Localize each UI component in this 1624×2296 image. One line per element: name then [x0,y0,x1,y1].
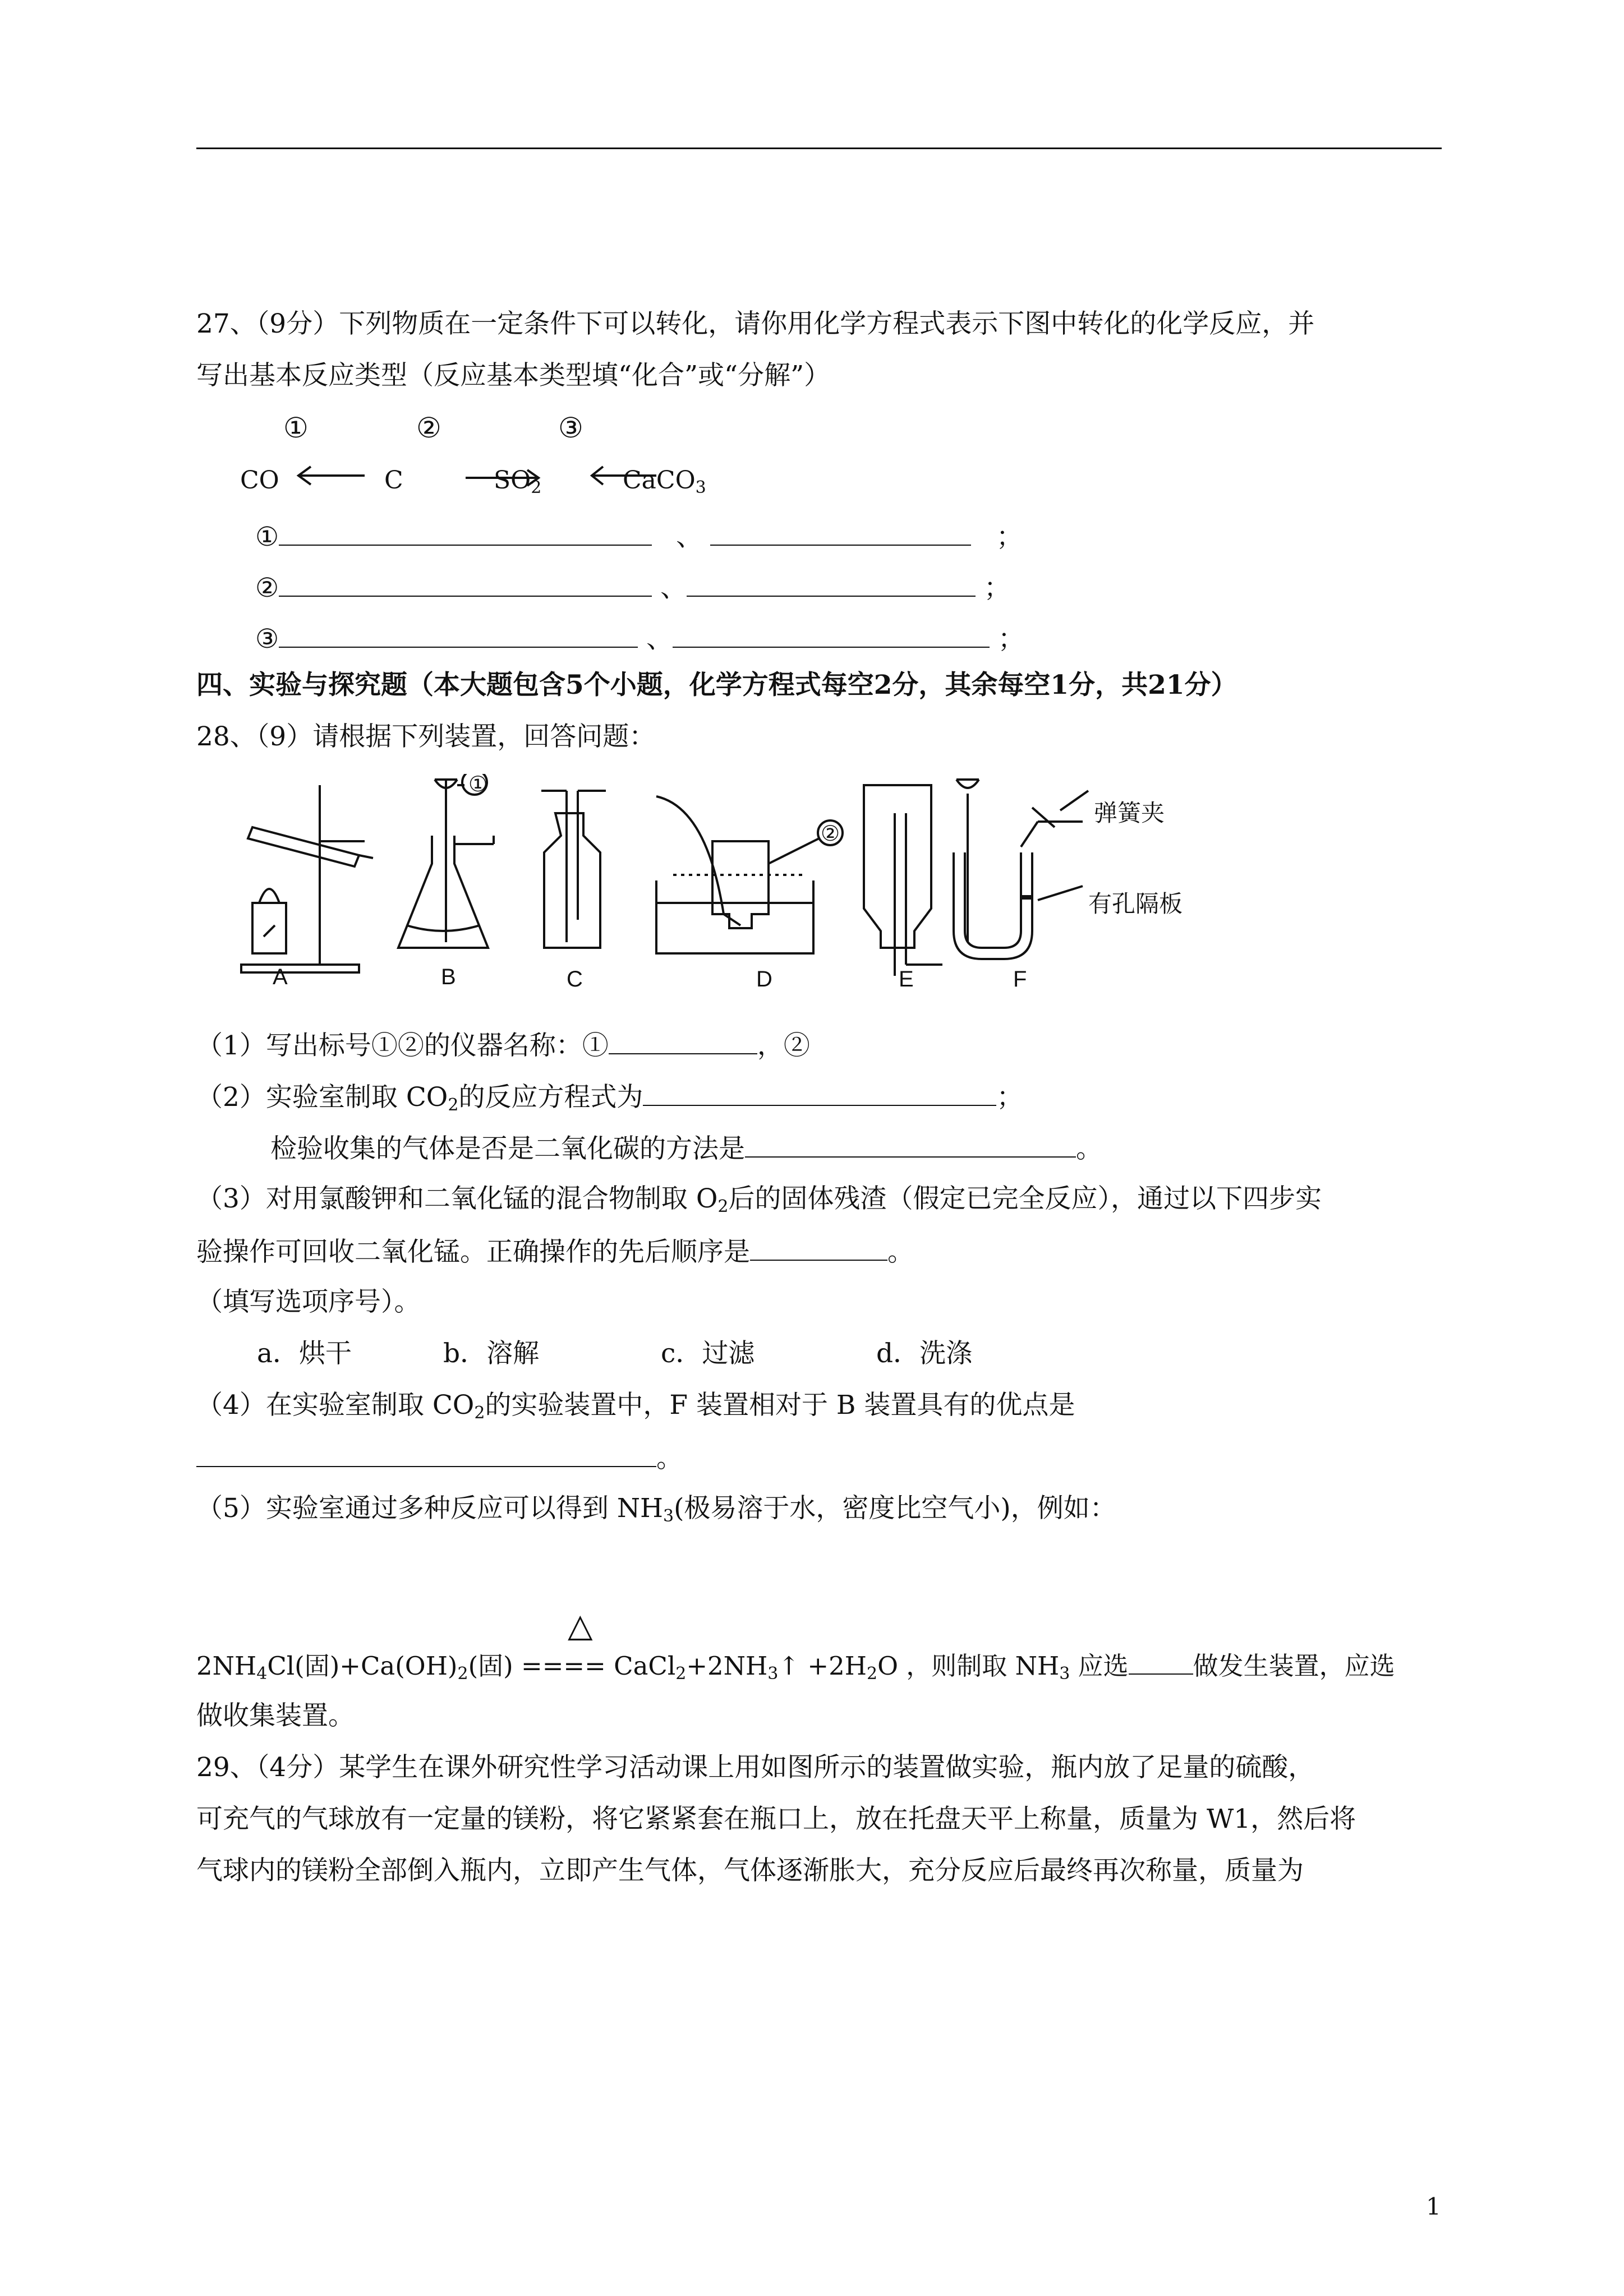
apparatus-figure [230,774,1200,1009]
chem-c: C [384,466,403,495]
label-b: B [441,965,456,989]
chem-so2: $SO_2$ [494,466,542,497]
option-b: b．溶解 [443,1338,540,1369]
q29-line2: 可充气的气球放有一定量的镁粉，将它紧紧套在瓶口上，放在托盘天平上称量，质量为 W1，然后将 [196,1804,1356,1834]
apparatus-d [656,796,843,953]
apparatus-c [541,791,606,948]
q27-line2: 写出基本反应类型（反应基本类型填“化合”或“分解”） [196,360,831,391]
answer-row-1: ① 、 ； [255,519,1023,554]
label-c: C [567,967,583,992]
q29-line1: 29、（4分）某学生在课外研究性学习活动课上用如图所示的装置做实验，瓶内放了足量的硫酸， [196,1752,1315,1783]
q28-p3-line1: （3）对用氯酸钾和二氧化锰的混合物制取 $O_2$后的固体残渣（假定已完全反应），通过以下四步实 [196,1183,1322,1216]
blank-instrument-1[interactable] [609,1027,757,1054]
blank-1a[interactable] [279,519,652,546]
section4-heading: 四、实验与探究题（本大题包含5个小题，化学方程式每空2分，其余每空1分，共21分） [196,670,1237,700]
blank-order[interactable] [750,1234,887,1261]
blank-advantage[interactable] [196,1440,656,1467]
mark-2: ② [416,412,441,444]
label-a: A [273,965,288,989]
q28-p4-answer: 。 [196,1440,683,1476]
option-d: d．洗涤 [876,1338,973,1369]
q28-p3-line3: （填写选项序号）。 [196,1287,421,1317]
callout-2: ② [821,821,840,846]
apparatus-a [241,785,373,972]
q28-p3-line2: 验操作可回收二氧化锰。正确操作的先后顺序是 。 [196,1234,914,1269]
label-e: E [899,967,914,992]
answer-row-3: ③ 、 ； [255,621,1024,656]
blank-co2-equation[interactable] [643,1079,996,1106]
chem-co: CO [240,466,279,495]
q28-p4: （4）在实验室制取 $CO_2$的实验装置中，F 装置相对于 B 装置具有的优点是 [196,1390,1075,1423]
mark-1: ① [283,412,309,444]
q28-p5-last: 做收集装置。 [196,1700,355,1731]
blank-1b[interactable] [710,519,971,546]
blank-co2-test[interactable] [745,1131,1076,1158]
apparatus-e [864,785,942,976]
q28-p2: （2）实验室制取 $CO_2$的反应方程式为 ； [196,1079,1023,1114]
q28-p1: （1）写出标号①②的仪器名称：① ，② [196,1027,810,1063]
q28-p5: （5）实验室通过多种反应可以得到 $NH_3$(极易溶于水，密度比空气小)，例如： [196,1493,1116,1526]
blank-3b[interactable] [673,621,990,648]
label-d: D [756,967,772,992]
blank-3a[interactable] [279,621,638,648]
mark-3: ③ [558,412,583,444]
q27-line1: 27、（9分）下列物质在一定条件下可以转化，请你用化学方程式表示下图中转化的化学反应，并 [196,308,1315,339]
header-rule [196,147,1442,149]
chem-caco3: CaCO$_3$ [623,466,706,497]
reaction-arrows [292,460,662,497]
callout-plate: 有孔隔板 [1088,890,1183,918]
blank-generator[interactable] [1129,1648,1193,1675]
nh3-equation: $2NH_4Cl$(固)$+Ca(OH)_2$(固) ==== $CaCl_2+2NH_3↑ +2H_2O$ ，则制取 $NH_3$ 应选 做发生装置，应选 [196,1648,1395,1683]
option-a: a．烘干 [257,1338,352,1369]
q29-line3: 气球内的镁粉全部倒入瓶内，立即产生气体，气体逐渐胀大，充分反应后最终再次称量，质量为 [196,1855,1304,1886]
option-c: c．过滤 [661,1338,755,1369]
callout-clip: 弹簧夹 [1094,799,1165,827]
callout-1: ① [468,772,488,796]
heat-delta: △ [568,1606,593,1644]
answer-row-2: ② 、 ； [255,570,1010,605]
page-number: 1 [1426,2193,1441,2220]
apparatus-f [954,780,1088,959]
q28-intro: 28、（9）请根据下列装置，回答问题： [196,721,656,752]
blank-2b[interactable] [687,570,976,597]
label-f: F [1013,967,1027,992]
blank-2a[interactable] [279,570,652,597]
q28-p2b: 检验收集的气体是否是二氧化碳的方法是 。 [270,1131,1102,1166]
